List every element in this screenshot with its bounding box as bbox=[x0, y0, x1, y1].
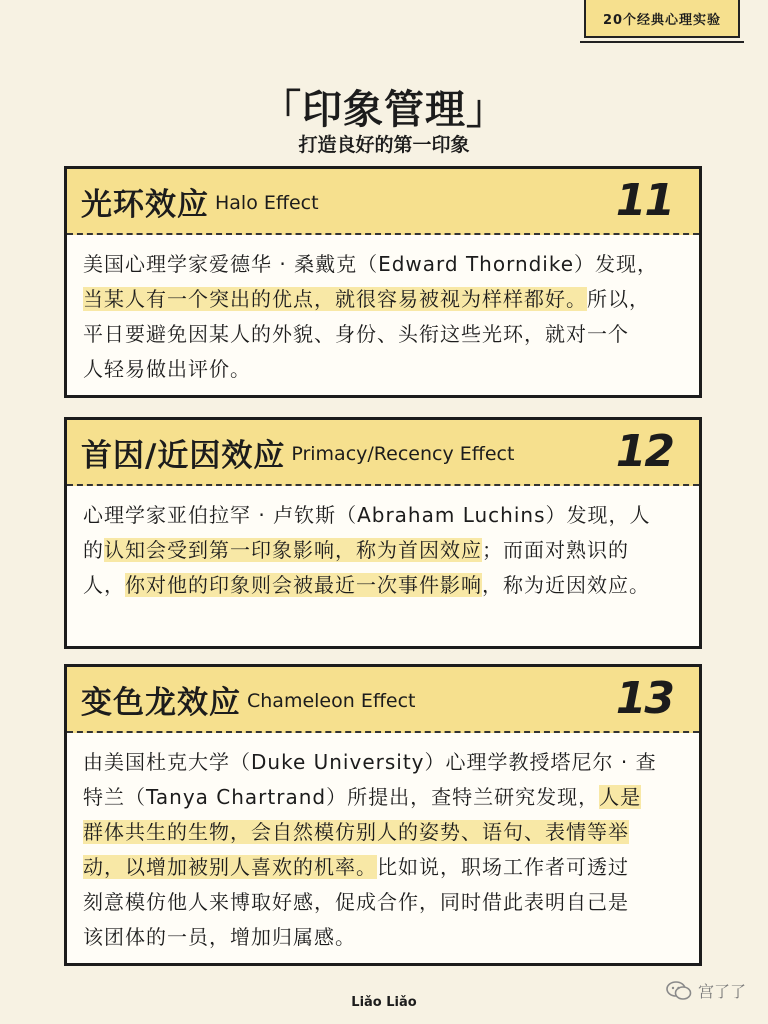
wechat-icon bbox=[666, 981, 692, 1001]
body-text: 平日要避免因某人的外貌、身份、头衔这些光环，就对一个 bbox=[83, 322, 629, 346]
page-subtitle: 打造良好的第一印象 bbox=[298, 134, 470, 156]
body-text: 人轻易做出评价。 bbox=[83, 357, 251, 381]
highlighted-text: 你对他的印象则会被最近一次事件影响 bbox=[125, 573, 482, 597]
card-halo-effect bbox=[64, 166, 702, 398]
body-text: 心理学家亚伯拉罕 · 卢钦斯（Abraham Luchins）发现，人 bbox=[83, 503, 651, 527]
card-body bbox=[67, 733, 699, 965]
body-text: 由美国杜克大学（Duke University）心理学教授塔尼尔 · 查 bbox=[83, 750, 657, 774]
card-primacy-recency-effect bbox=[64, 417, 702, 649]
body-line bbox=[83, 745, 687, 780]
body-text: ；而面对熟识的 bbox=[482, 538, 629, 562]
body-line bbox=[83, 850, 687, 885]
body-line bbox=[83, 247, 687, 282]
card-title-en: Halo Effect bbox=[215, 192, 319, 214]
brand-logo: Liǎo Liǎo bbox=[351, 995, 417, 1010]
body-line bbox=[83, 498, 687, 533]
highlighted-text: 认知会受到第一印象影响，称为首因效应 bbox=[104, 538, 482, 562]
body-line bbox=[83, 885, 687, 920]
body-text: 该团体的一员，增加归属感。 bbox=[83, 925, 356, 949]
card-title-cn: 变色龙效应 bbox=[81, 684, 241, 721]
highlighted-text: 动，以增加被别人喜欢的机率。 bbox=[83, 855, 377, 879]
highlighted-text: 当某人有一个突出的优点，就很容易被视为样样都好。 bbox=[83, 287, 587, 311]
series-tag: 20个经典心理实验 bbox=[584, 0, 740, 38]
body-text: 美国心理学家爱德华 · 桑戴克（Edward Thorndike）发现， bbox=[83, 252, 659, 276]
card-body bbox=[67, 486, 699, 613]
body-text: ，称为近因效应。 bbox=[482, 573, 650, 597]
body-text: 特兰（Tanya Chartrand）所提出，查特兰研究发现， bbox=[83, 785, 600, 809]
body-line bbox=[83, 815, 687, 850]
card-title-en: Primacy/Recency Effect bbox=[291, 443, 515, 465]
card-number: 13 bbox=[615, 673, 673, 724]
body-line bbox=[83, 317, 687, 352]
card-title-en: Chameleon Effect bbox=[247, 690, 416, 712]
body-text: 的 bbox=[83, 538, 104, 562]
body-line bbox=[83, 352, 687, 387]
highlighted-text: 人是 bbox=[599, 785, 642, 809]
card-title-cn: 光环效应 bbox=[81, 186, 209, 223]
body-text: 刻意模仿他人来博取好感，促成合作，同时借此表明自己是 bbox=[83, 890, 629, 914]
body-line bbox=[83, 282, 687, 317]
body-line bbox=[83, 780, 687, 815]
body-text: 比如说，职场工作者可透过 bbox=[377, 855, 629, 879]
card-title-cn: 首因/近因效应 bbox=[81, 437, 286, 474]
body-text: 人， bbox=[83, 573, 125, 597]
highlighted-text: 群体共生的生物，会自然模仿别人的姿势、语句、表情等举 bbox=[83, 820, 629, 844]
body-text: 所以， bbox=[587, 287, 650, 311]
card-header bbox=[67, 169, 699, 235]
card-number: 11 bbox=[615, 175, 673, 226]
card-header bbox=[67, 420, 699, 486]
watermark-text: 宫了了 bbox=[697, 982, 746, 1001]
body-line bbox=[83, 568, 687, 603]
card-body bbox=[67, 235, 699, 397]
watermark bbox=[666, 979, 746, 1002]
body-line bbox=[83, 920, 687, 955]
body-line bbox=[83, 533, 687, 568]
card-number: 12 bbox=[615, 426, 673, 477]
card-header bbox=[67, 667, 699, 733]
card-chameleon-effect bbox=[64, 664, 702, 966]
page-title: 「印象管理」 bbox=[261, 87, 507, 133]
